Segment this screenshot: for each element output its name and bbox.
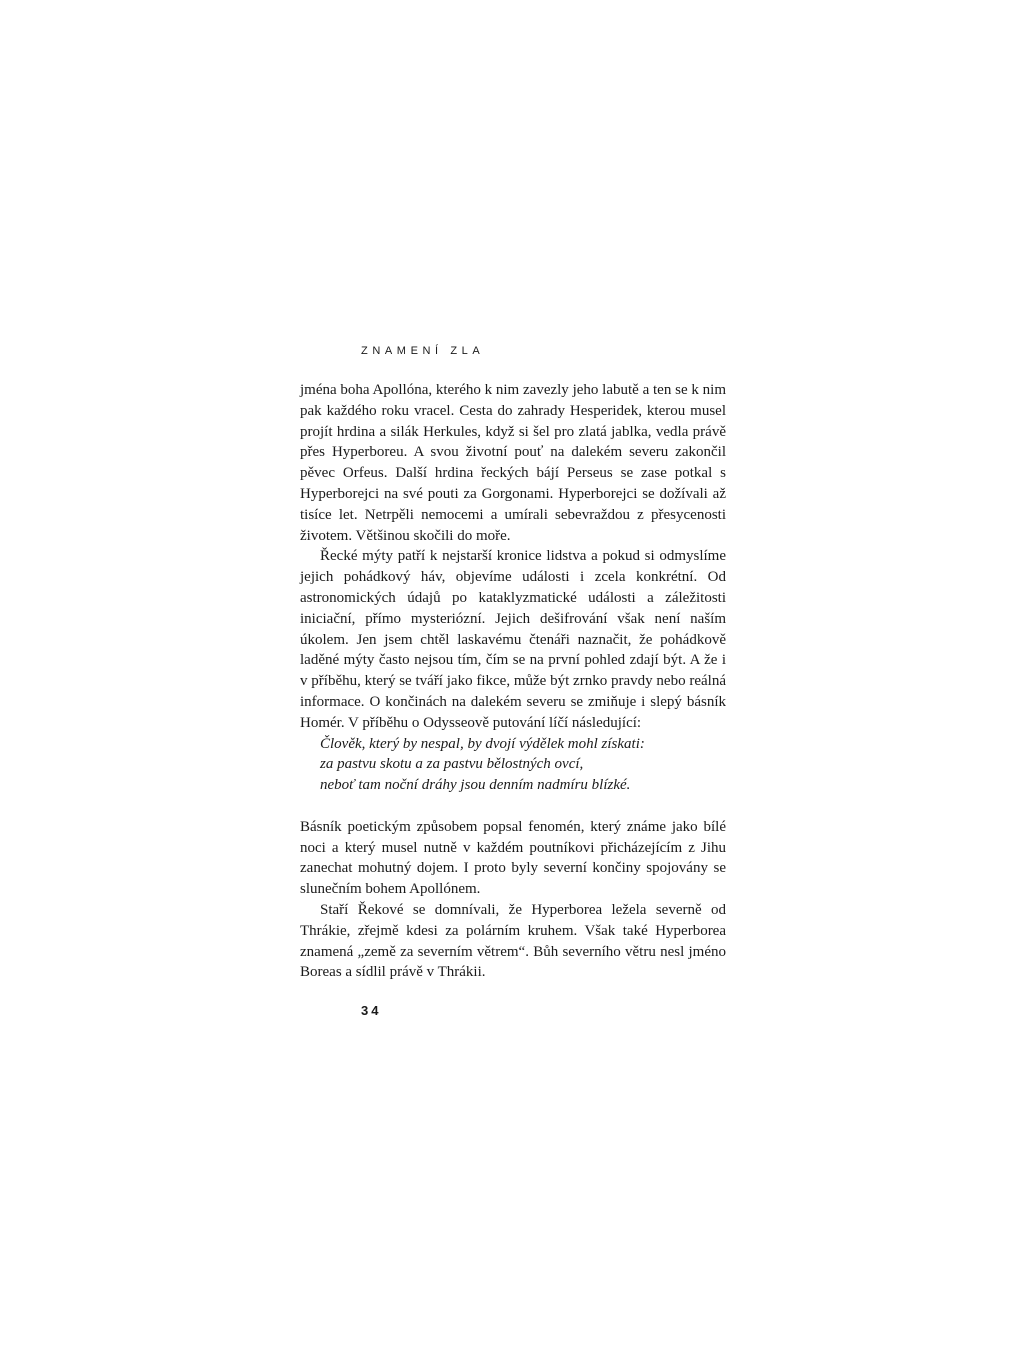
- blank-line: [300, 796, 726, 817]
- page-number: 34: [361, 1003, 382, 1018]
- body-text: [300, 380, 726, 983]
- paragraph: Staří Řekové se domnívali, že Hyperborea ležela severně od Thrákie, zřejmě kdesi za polárním kruhem. Však také Hyperborea znamená „země za severním větrem“. Bůh severního větru nesl jméno Boreas a sídlil právě v Thrákii.: [300, 901, 726, 981]
- paragraph: Básník poetickým způsobem popsal fenomén, který známe jako bílé noci a který musel nutně v každém poutníkovi přicházejícím z Jihu zanechat mohutný dojem. I proto byly severní končiny spojovány se slunečním bohem Apollónem.: [300, 818, 726, 898]
- paragraph-continuation: jména boha Apollóna, kterého k nim zavezly jeho labutě a ten se k nim pak každého roku vracel. Cesta do zahrady Hesperidek, kterou musel projít hrdina a silák Herkules, když si šel pro zlatá jablka, vedla právě přes Hyperboreu. A svou životní pouť na dalekém severu zakončil pěvec Orfeus. Další hrdina řeckých bájí Perseus se zase potkal s Hyperborejci na své pouti za Gorgonami. Hyperborejci se dožívali až tisíce let. Netrpěli nemocemi a umírali sebevraždou z přesycenosti životem. Většinou skočili do moře.: [300, 382, 726, 544]
- verse-quote: [300, 734, 726, 796]
- verse-line: Člověk, který by nespal, by dvojí výdělek mohl získati:: [320, 735, 645, 752]
- paragraph: Řecké mýty patří k nejstarší kronice lidstva a pokud si odmyslíme jejich pohádkový háv, objevíme události i zcela konkrétní. Od astronomických údajů po kataklyzmatické události a záležitosti iniciační, přímo mysteriózní. Jejich dešifrování však není naším úkolem. Jen jsem chtěl laskavému čtenáři naznačit, že pohádkově laděné mýty často nejsou tím, čím se na první pohled zdají být. A že i v příběhu, který se tváří jako fikce, může být zrnko pravdy nebo reálná informace. O končinách na dalekém severu se zmiňuje i slepý básník Homér. V příběhu o Odysseově putování líčí následující:: [300, 548, 726, 731]
- verse-line: neboť tam noční dráhy jsou denním nadmíru blízké.: [320, 777, 631, 794]
- verse-line: za pastvu skotu a za pastvu bělostných ovcí,: [320, 756, 584, 773]
- running-head: ZNAMENÍ ZLA: [361, 345, 485, 357]
